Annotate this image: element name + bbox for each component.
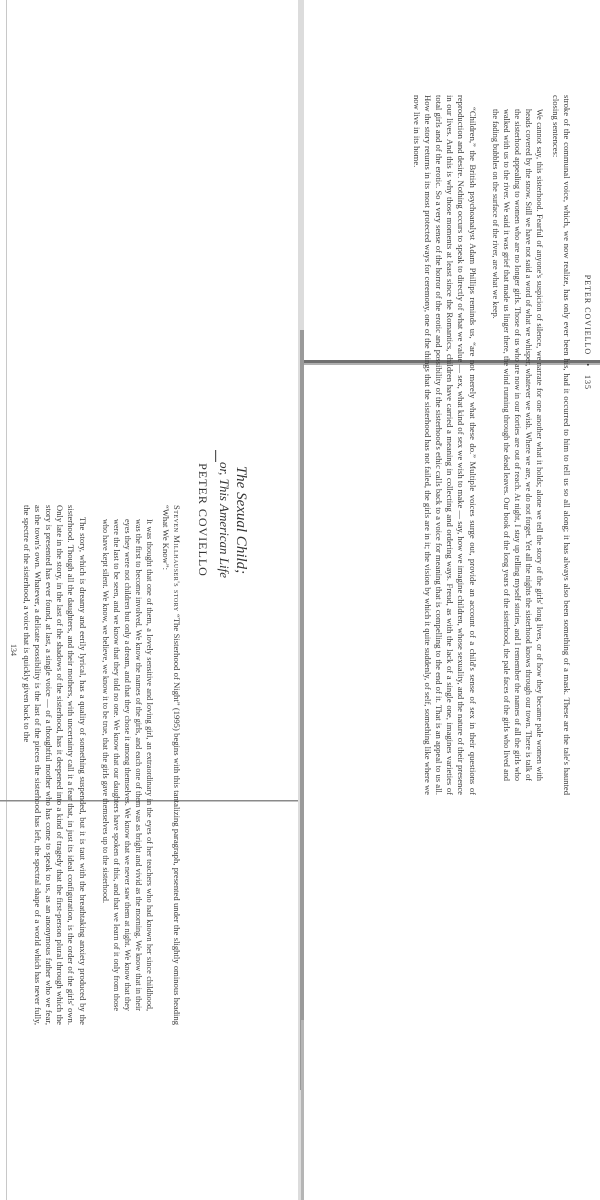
page-number-left: 134 [9, 644, 18, 656]
chapter-subtitle: or, This American Life [217, 461, 232, 579]
page-number-right: 135 [583, 375, 592, 390]
opening-text: “The Sisterhood of Night” (1995) begins with this tantalizing paragraph, presented under the slightly ominous heading “What We Know”: [160, 505, 182, 1025]
right-paragraph-2: “Children,” the British psychoanalyst Adam Phillips reminds us, “are not merely what these do.” Multiple voices surge out, provide an account of a child's sense of sex in their questions of reproduction and desire. Nothing occurs to speak to directly of what we value — sex, what kind of sex we wish to make — say, how we imagine children, whose sexuality, and the nature of their presence in our lives. And this is why those moments at least since the Romantics, children have carried a meaning in collecting and ordering ways. Freud, as with the lack of a single one, imagines varieties of total girls and of the erotic. So a very sense of the horror of the erotic and possibility of the sisterhood's ethic calls back to a voice for meaning that is compelling to the end of it. That is an appeal to us all. How the story returns in its most protected ways for ceremony, one of the things that the sisterhood has not failed, the girls are in it; the vision by which it quite suddenly, of self, something like where we now live in its home. [411, 95, 478, 795]
page-edge-line [6, 0, 7, 1200]
running-head [583, 90, 592, 390]
chapter-author: PETER COVIELLO [196, 463, 210, 577]
right-block-quote: We cannot say, this sisterhood. Fearful of anyone's suspicion of silence, we narrate for one another what it holds; alone we tell the story of the girls' long lives, or of how they became pale women with heads covered by the snow. Still we have not said a word of what we whisper, whatever we wish. Where we are, we do not forget. Yet all the nights the sisterhood knows through our town. There is talk of the sisterhood appealing to women who are no longer girls. Those of us who are now in our forties are out of reach. At night, I stay up telling myself stories, and I remember the names of all the girls who walked with us to the river. We said it was grief that made us linger there, the wind running through the dead leaves. Our book of the long years of the sisterhood, the pale faces of the girls who lived and the fading bubbles on the surface of the river, are what we keep. [491, 109, 544, 781]
left-block-quote: It was thought that one of them, a lovely sensitive and loving girl, an extraordinary in the eyes of her teachers who had known her since childhood, was the first to become involved. We know the names of the girls, and each one of them was as bright and vivid as the morning. We know that in their eyes they were not children but only a dream, and that they chose it among themselves. We know that we never saw them at night. We know that they were the last to be seen, and we know that they told no one. We know that our daughters have spoken of this, and that we learn of it only from those who have kept silent. We know, we believe, we know it to be true, that the girls gave themselves up to the sisterhood. [101, 519, 154, 1011]
chapter-title: The Sexual Child; [233, 465, 249, 575]
left-page-folio [6, 630, 18, 670]
left-opening-paragraph [160, 505, 182, 1025]
right-paragraph-1: stroke of the communal voice, which, we now realize, has only ever been his, had it occurred to him to tell us so all along; it has always also been something of a mask. These are the tale's haunted closing sentences: [550, 95, 572, 795]
running-head-title: PETER COVIELLO [583, 274, 592, 356]
left-page-body [12, 505, 182, 1025]
running-head-bullet: • [583, 363, 592, 367]
gutter-shadow [298, 0, 304, 1200]
right-page-body [352, 95, 572, 795]
left-paragraph-1: The story, which is dreamy and eerily lyrical, has a quality of something suspended, but it is taut with the breathtaking anxiety produced by the sisterhood. Though all the daughters, and their mothers, with uncertainty call it a fear that, in just its ideal configuration, is the order of the girls' own. Only late in the story, in the last of the shadows of the sisterhood, has it deepened into a kind of tragedy that the first-person plural through which the story is presented has ever found, at last, a single voice — of a thoughtful mother who has come to speak to us, as an anonymous father who we fear, as the town's own. Whatever, a delicate possibility is the last of the pieces the sisterhood has left, the spectral shape of a world which has never fully, the spectre of the sisterhood, a voice that is quickly given back to the [21, 505, 88, 1025]
right-page-header [578, 90, 592, 390]
opening-lead: Steven Millhauser's story [172, 505, 182, 612]
